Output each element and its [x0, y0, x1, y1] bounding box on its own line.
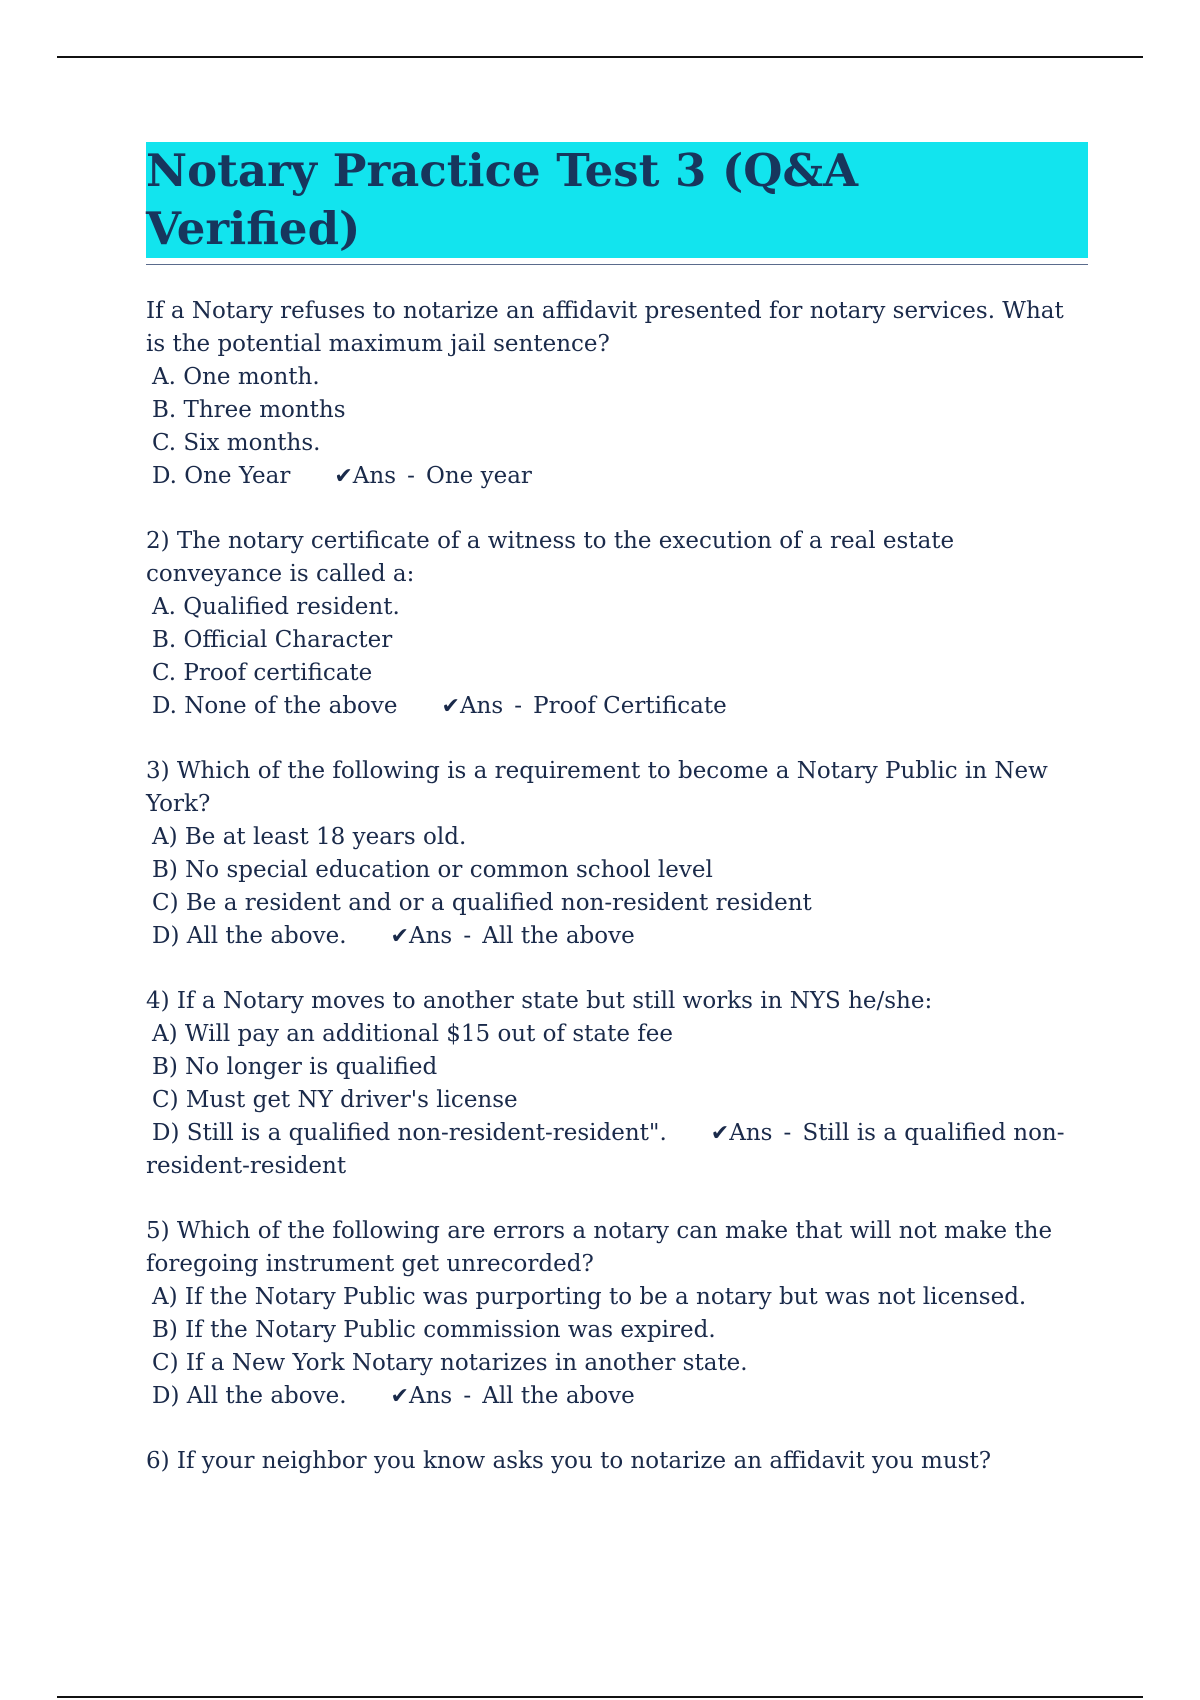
option-a: A. One month. [152, 364, 320, 390]
question-text: 6) If your neighbor you know asks you to notarize an affidavit you must? [146, 1448, 992, 1474]
page-title: Notary Practice Test 3 (Q&A Verified) [146, 142, 1088, 258]
option-b: B) No longer is qualified [152, 1054, 438, 1080]
answer-separator: - [463, 1383, 472, 1409]
option-c: C) Be a resident and or a qualified non-resident resident [152, 890, 812, 916]
option-b: B. Official Character [152, 627, 393, 653]
option-b: B) If the Notary Public commission was expired. [152, 1317, 716, 1343]
option-c: C) If a New York Notary notarizes in another state. [152, 1350, 748, 1376]
top-rule [57, 56, 1143, 58]
question-text: 3) Which of the following is a requirement to become a Notary Public in New York? [146, 758, 1048, 817]
option-c: C. Six months. [152, 430, 321, 456]
option-d-with-answer [146, 1117, 1088, 1183]
answer-separator: - [514, 693, 523, 719]
bottom-rule [57, 1696, 1143, 1698]
answer-label: Ans [408, 923, 453, 949]
answer-text: One year [426, 463, 532, 489]
answer-separator: - [783, 1120, 792, 1146]
question-5 [146, 1215, 1088, 1413]
answer-separator: - [407, 463, 415, 489]
option-d: D. None of the above [152, 693, 398, 719]
option-d: D) All the above. [152, 1383, 347, 1409]
question-1 [146, 295, 1088, 493]
option-d-with-answer [146, 460, 1088, 493]
checkmark-icon: ✔ [390, 1384, 409, 1409]
question-4 [146, 985, 1088, 1183]
option-b: B. Three months [152, 397, 346, 423]
checkmark-icon: ✔ [710, 1121, 730, 1146]
answer-label: Ans [729, 1120, 773, 1146]
question-3 [146, 755, 1088, 953]
answer-label: Ans [408, 1383, 453, 1409]
option-d-with-answer [146, 690, 1088, 723]
option-a: A) If the Notary Public was purporting to be a notary but was not licensed. [152, 1284, 1027, 1310]
option-a: A) Will pay an additional $15 out of state fee [152, 1021, 673, 1047]
option-a: A. Qualified resident. [152, 594, 400, 620]
question-2 [146, 525, 1088, 723]
question-text: 4) If a Notary moves to another state but still works in NYS he/she: [146, 988, 933, 1014]
answer-text: Still is a qualified non-resident-resident [146, 1120, 1065, 1179]
checkmark-icon: ✔ [441, 694, 460, 719]
answer-label: Ans [459, 693, 504, 719]
answer-text: All the above [482, 1383, 635, 1409]
checkmark-icon: ✔ [390, 924, 409, 949]
checkmark-icon: ✔ [334, 464, 353, 489]
answer-text: All the above [482, 923, 635, 949]
answer-text: Proof Certificate [533, 693, 727, 719]
question-text: If a Notary refuses to notarize an affidavit presented for notary services. What is the potential maximum jail sentence? [146, 298, 1064, 357]
option-c: C) Must get NY driver's license [152, 1087, 518, 1113]
question-text: 5) Which of the following are errors a notary can make that will not make the foregoing instrument get unrecorded? [146, 1218, 1053, 1277]
option-d-with-answer [146, 920, 1088, 953]
option-a: A) Be at least 18 years old. [152, 824, 467, 850]
option-d-with-answer [146, 1380, 1088, 1413]
answer-label: Ans [352, 463, 397, 489]
option-d: D) All the above. [152, 923, 347, 949]
document-content [146, 142, 1088, 1510]
question-6 [146, 1445, 1088, 1478]
title-block [146, 142, 1088, 265]
option-d: D) Still is a qualified non-resident-resident". [152, 1120, 667, 1146]
option-c: C. Proof certificate [152, 660, 373, 686]
option-b: B) No special education or common school level [152, 857, 713, 883]
question-text: 2) The notary certificate of a witness to the execution of a real estate conveyance is called a: [146, 528, 955, 587]
answer-separator: - [463, 923, 472, 949]
option-d: D. One Year [152, 463, 291, 489]
